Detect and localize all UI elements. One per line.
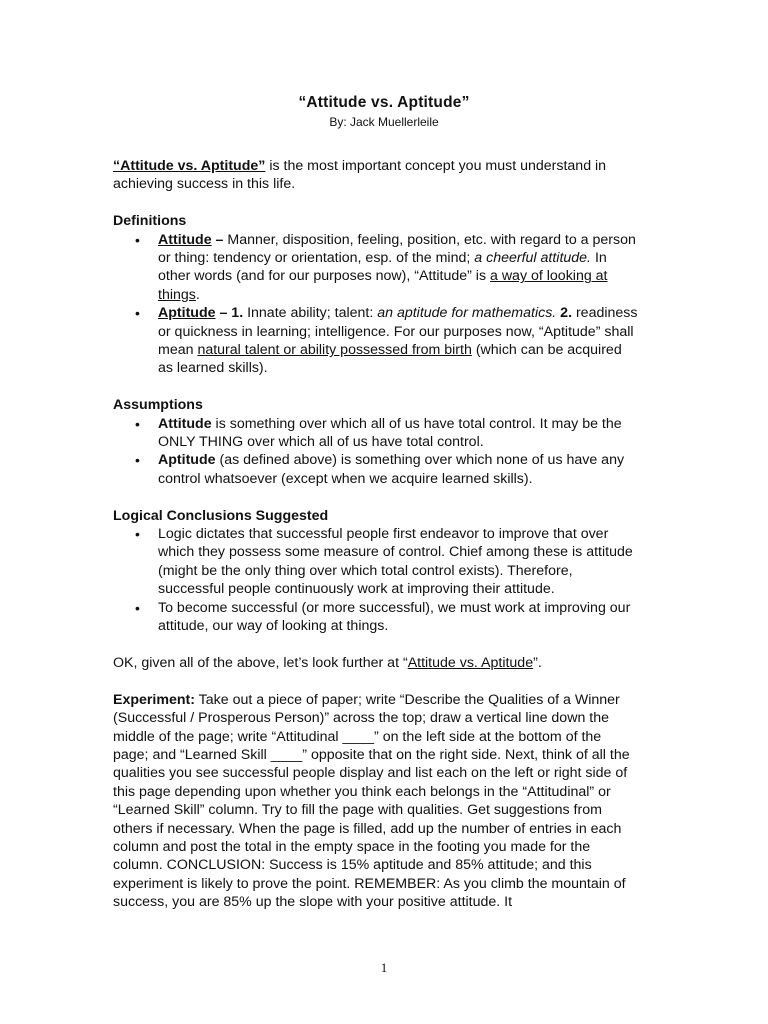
definitions-heading: Definitions <box>113 213 187 230</box>
aptitude-example: an aptitude for mathematics. <box>377 305 557 322</box>
author-byline: By: Jack Muellerleile <box>329 115 439 129</box>
aptitude-term: Aptitude <box>158 305 216 322</box>
transition-underlined-title: Attitude vs. Aptitude <box>407 654 534 671</box>
definition-aptitude: • Aptitude – 1. Innate ability; talent: an aptitude for mathematics. 2. readiness or quickness in learning; intelligence. For our purposes now, “Aptitude” shall mean natural talent or ability possessed from birth (which can be acquired as learned skills). <box>113 304 638 378</box>
aptitude-key-phrase: natural talent or ability possessed from birth <box>197 342 472 359</box>
conclusions-heading: Logical Conclusions Suggested <box>113 507 329 524</box>
intro-paragraph <box>113 157 638 194</box>
assumptions-heading: Assumptions <box>113 397 203 414</box>
assumption-aptitude: • Aptitude (as defined above) is something over which none of us have any control whatsoever (except when we acquire learned skills). <box>113 451 638 488</box>
conclusion-item: • Logic dictates that successful people first endeavor to improve that over which they possess some measure of control. Chief among these is attitude (might be the only thing over which total control exists). Therefore, successful people continuously work at improving their attitude. <box>113 525 638 599</box>
intro-lead: “Attitude vs. Aptitude” <box>113 158 266 174</box>
conclusion-item: • To become successful (or more successful), we must work at improving our attitude, our way of looking at things. <box>113 599 638 636</box>
experiment-paragraph <box>113 691 638 912</box>
conclusions-list <box>113 525 638 635</box>
attitude-example: a cheerful attitude. <box>474 250 591 267</box>
experiment-label: Experiment: <box>113 691 195 708</box>
intro-text: is the most important concept you must understand in achieving success in this life. <box>113 158 607 193</box>
transition-paragraph: OK, given all of the above, let’s look further at “Attitude vs. Aptitude”. <box>113 654 542 671</box>
attitude-key-phrase: a way of looking at things <box>158 268 608 303</box>
experiment-text: Take out a piece of paper; write “Describe the Qualities of a Winner (Successful / Prosperous Person)” across the top; draw a vertical line down the middle of the page; write “Attitudinal ____” on the left side at the bottom of the page; and “Learned Skill ____” opposite that on the right side. Next, think of all the qualities you see successful people display and list each on the left or right side of this page depending upon whether you think each belongs in the “Attitudinal” or “Learned Skill” column. Try to fill the page with qualities. Get suggestions from others if necessary. When the page is filled, add up the number of entries in each column and post the total in the empty space in the footing you made for the column. CONCLUSION: Success is 15% aptitude and 85% attitude; and this experiment is likely to prove the point. REMEMBER: As you climb the mountain of success, you are 85% up the slope with your positive attitude. It <box>113 691 630 911</box>
document-body <box>113 157 638 912</box>
definition-attitude: • Attitude – Manner, disposition, feeling, position, etc. with regard to a person or thing: tendency or orientation, esp. of the mind; a cheerful attitude. In other words (and for our purposes now), “Attitude” is a way of looking at things. <box>113 231 638 305</box>
assumptions-list <box>113 415 638 489</box>
assumption-attitude: • Attitude is something over which all of us have total control. It may be the ONLY THING over which all of us have total control. <box>113 415 638 452</box>
definitions-list <box>113 231 638 378</box>
document-title: “Attitude vs. Aptitude” <box>298 94 470 111</box>
page-number: 1 <box>380 960 388 975</box>
attitude-term: Attitude <box>158 231 212 248</box>
